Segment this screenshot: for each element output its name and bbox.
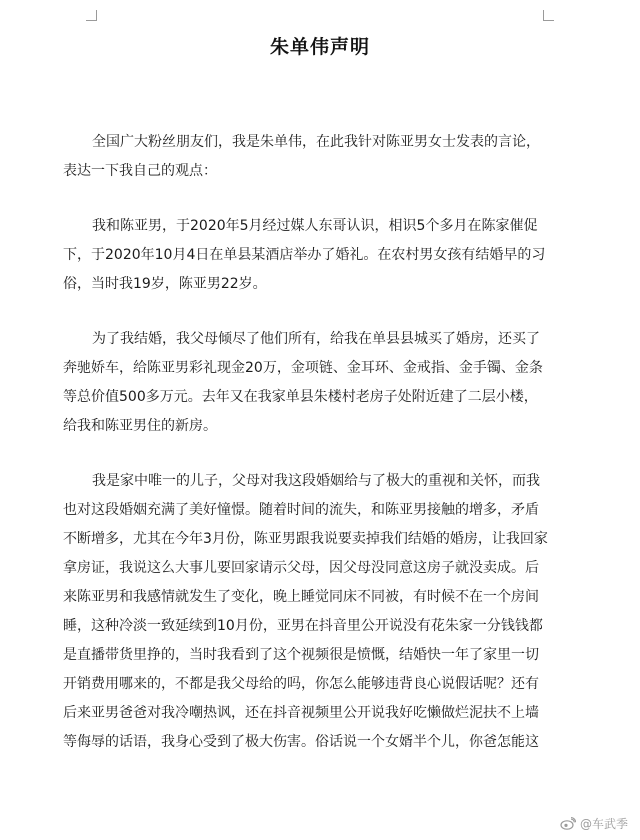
paragraph xyxy=(63,467,563,757)
text-line: 后来亚男爸爸对我冷嘲热讽，还在抖音视频里公开说我好吃懒做烂泥扶不上墙 xyxy=(63,705,539,721)
text-line: 表达一下我自己的观点： xyxy=(63,163,217,179)
text-line: 拿房证，我说这么大事儿要回家请示父母，因父母没同意这房子就没卖成。后 xyxy=(63,560,539,576)
text-line: 开销费用哪来的，不都是我父母给的吗，你怎么能够违背良心说假话呢？还有 xyxy=(63,676,539,692)
page-corner-mark-top-right xyxy=(543,10,554,21)
page-corner-mark-top-left xyxy=(86,10,97,21)
text-line: 我是家中唯一的儿子，父母对我这段婚姻给与了极大的重视和关怀，而我 xyxy=(92,473,540,489)
text-line: 下，于2020年10月4日在单县某酒店举办了婚礼。在农村男女孩有结婚早的习 xyxy=(63,247,546,263)
text-line: 为了我结婚，我父母倾尽了他们所有，给我在单县县城买了婚房，还买了 xyxy=(92,331,540,347)
paragraph xyxy=(63,212,563,299)
paragraph xyxy=(63,128,563,186)
text-line: 来陈亚男和我感情就发生了变化，晚上睡觉同床不同被，有时候不在一个房间 xyxy=(63,589,539,605)
text-line: 全国广大粉丝朋友们，我是朱单伟，在此我针对陈亚男女士发表的言论， xyxy=(92,134,540,150)
document-body xyxy=(63,128,563,783)
text-line: 给我和陈亚男住的新房。 xyxy=(63,418,217,434)
text-line: 不断增多，尤其在今年3月份，陈亚男跟我说要卖掉我们结婚的婚房，让我回家 xyxy=(63,531,548,547)
text-line: 是直播带货里挣的，当时我看到了这个视频很是愤慨，结婚快一年了家里一切 xyxy=(63,647,539,663)
text-line: 等总价值500多万元。去年又在我家单县朱楼村老房子处附近建了二层小楼， xyxy=(63,389,538,405)
weibo-watermark xyxy=(560,815,628,832)
document-title: 朱单伟声明 xyxy=(269,36,370,58)
text-line: 我和陈亚男，于2020年5月经过媒人东哥认识，相识5个多月在陈家催促 xyxy=(92,218,538,234)
paragraph xyxy=(63,325,563,441)
text-line: 奔驰娇车，给陈亚男彩礼现金20万，金项链、金耳环、金戒指、金手镯、金条 xyxy=(63,360,543,376)
weibo-icon xyxy=(560,817,576,830)
text-line: 等侮辱的话语，我身心受到了极大伤害。俗话说一个女婿半个儿，你爸怎能这 xyxy=(63,734,539,750)
text-line: 也对这段婚姻充满了美好憧憬。随着时间的流失，和陈亚男接触的增多，矛盾 xyxy=(63,502,539,518)
watermark-handle: @车武季 xyxy=(579,817,628,831)
text-line: 睡，这种冷淡一致延续到10月份，亚男在抖音里公开说没有花朱家一分钱钱都 xyxy=(63,618,543,634)
text-line: 俗，当时我19岁，陈亚男22岁。 xyxy=(63,276,267,292)
